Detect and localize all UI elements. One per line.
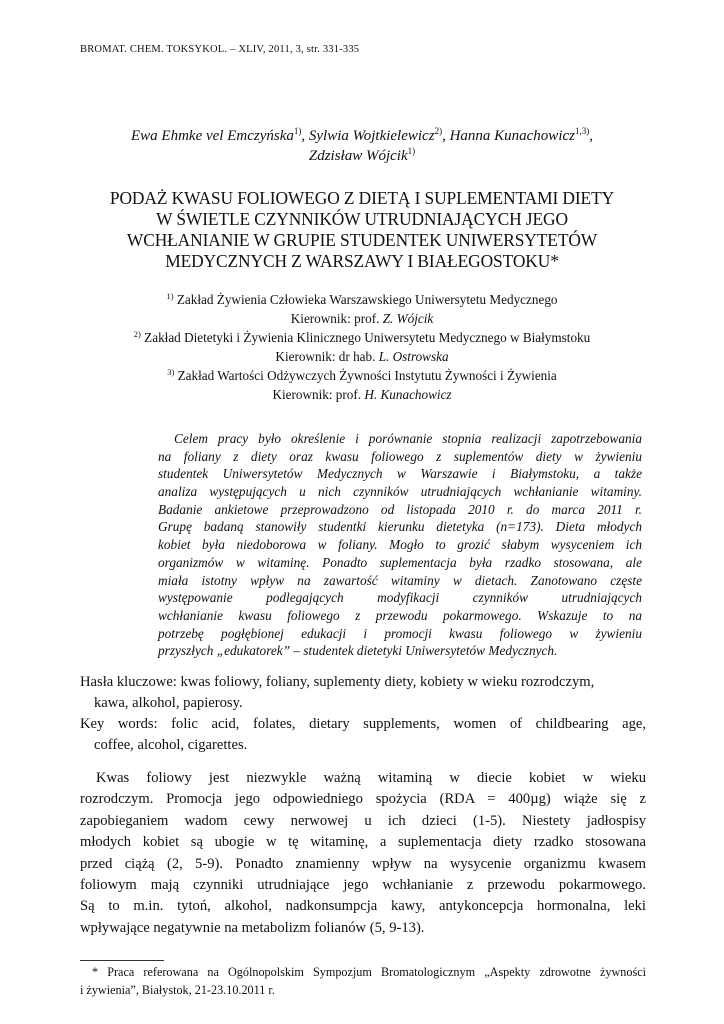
keywords-en-cont: coffee, alcohol, cigarettes. bbox=[94, 737, 248, 753]
abstract-line: występowanie podlegających modyfikacji czynników utrudniających bbox=[158, 590, 642, 606]
body-line: Są to m.in. tytoń, alkohol, nadkonsumpcja kawy, antykoncepcja hormonalna, leki bbox=[80, 898, 646, 915]
body-line: młodych kobiet są ubogie w tę witaminę, a suplementacja diety rzadko stosowana bbox=[80, 834, 646, 851]
abstract-line: studentek Uniwersytetów Medycznych w Warszawie i Białymstoku, a także bbox=[158, 466, 642, 482]
affiliation-unit: $^{1)}$ Zakład Żywienia Człowieka Warszawskiego Uniwersytetu Medycznego bbox=[166, 291, 558, 307]
footnote-line: * Praca referowana na Ogólnopolskim Sympozjum Bromatologicznym „Aspekty zdrowotne żywności bbox=[92, 965, 646, 979]
author-affil-mark: 1,3) bbox=[574, 126, 590, 136]
abstract-line: analiza występujących u nich czynników utrudniających wchłanianie witaminy. bbox=[158, 484, 642, 500]
keywords-block bbox=[80, 672, 646, 756]
abstract bbox=[158, 430, 642, 660]
author-list bbox=[90, 126, 634, 166]
affiliation-mark: 1) bbox=[166, 291, 174, 301]
author-name: Sylwia Wojtkielewicz bbox=[308, 128, 435, 144]
keywords-pl: Hasła kluczowe: kwas foliowy, foliany, suplementy diety, kobiety w wieku rozrodczym, bbox=[80, 674, 595, 690]
footnote-divider bbox=[80, 960, 164, 961]
article-title bbox=[60, 188, 664, 272]
abstract-line: przyszłych „edukatorek” – studentek dietetyki Uniwersytetów Medycznych. bbox=[158, 643, 558, 659]
title-line: WCHŁANIANIE W GRUPIE STUDENTEK UNIWERSYTETÓW bbox=[126, 230, 598, 250]
author-line-2 bbox=[90, 146, 634, 166]
abstract-line: Grupę badaną stanowiły studentki kierunku dietetyka (n=173). Dieta młodych bbox=[158, 519, 642, 535]
body-paragraph bbox=[80, 768, 646, 939]
journal-header: BROMAT. CHEM. TOKSYKOL. – XLIV, 2011, 3, str. 331-335 bbox=[80, 44, 360, 55]
affiliation-mark: 2) bbox=[133, 329, 141, 339]
body-line: Kwas foliowy jest niezwykle ważną witaminą w diecie kobiet w wieku bbox=[96, 770, 646, 786]
author-affil-mark: 2) bbox=[434, 126, 443, 136]
affiliation-unit: $^{3)}$ Zakład Wartości Odżywczych Żywności Instytutu Żywności i Żywienia bbox=[167, 367, 557, 383]
footnote-line: i żywienia”, Białystok, 21-23.10.2011 r. bbox=[80, 982, 275, 997]
abstract-line: potrzebę pogłębionej edukacji i promocji kwasu foliowego w żywieniu bbox=[158, 625, 642, 641]
abstract-line: organizmów w witaminę. Ponadto suplementacja była rzadko stosowana, ale bbox=[158, 554, 642, 570]
title-line: W ŚWIETLE CZYNNIKÓW UTRUDNIAJĄCYCH JEGO bbox=[156, 209, 568, 229]
abstract-line: miała istotny wpływ na zawartość witaminy w dietach. Zanotowano częste bbox=[158, 572, 642, 588]
author-name: Zdzisław Wójcik bbox=[308, 148, 408, 164]
abstract-line: na foliany z diety oraz kwasu foliowego z suplementów diety w żywieniu bbox=[158, 448, 642, 464]
author-affil-mark: 1) bbox=[407, 146, 416, 156]
abstract-line: Badanie ankietowe przeprowadzono od listopada 2010 r. do marca 2011 r. bbox=[158, 501, 642, 517]
affiliation-head: Kierownik: prof. Z. Wójcik bbox=[290, 311, 434, 326]
author-name: Hanna Kunachowicz bbox=[449, 128, 575, 144]
footnote bbox=[80, 964, 646, 999]
abstract-line: wchłanianie kwasu foliowego z przewodu pokarmowego. Wskazuje to na bbox=[158, 607, 642, 623]
author-affil-mark: 1) bbox=[293, 126, 302, 136]
affiliation-head: Kierownik: prof. H. Kunachowicz bbox=[272, 387, 452, 402]
keywords-pl-cont: kawa, alkohol, papierosy. bbox=[94, 695, 243, 711]
affiliation-mark: 3) bbox=[167, 367, 175, 377]
body-line: przed ciążą (2, 5-9). Ponadto znamienny wpływ na wysycenie organizmu kwasem bbox=[80, 855, 646, 872]
body-line: zapobieganiem wadom cewy nerwowej u ich dzieci (1-5). Niestety jadłospisy bbox=[80, 812, 646, 829]
abstract-line: kobiet była niedoborowa w foliany. Mogło to grozić słabym wysyceniem ich bbox=[158, 537, 642, 553]
title-line: MEDYCZNYCH Z WARSZAWY I BIAŁEGOSTOKU* bbox=[165, 251, 559, 271]
body-line: rozrodczym. Promocja jego odpowiedniego spożycia (RDA = 400µg) wiąże się z bbox=[80, 791, 646, 808]
keywords-en: Key words: folic acid, folates, dietary supplements, women of childbearing age, bbox=[80, 716, 646, 732]
title-line: PODAŻ KWASU FOLIOWEGO Z DIETĄ I SUPLEMENTAMI DIETY bbox=[109, 188, 615, 208]
body-line: foliowym mają czynniki utrudniające jego wchłanianie z przewodu pokarmowego. bbox=[80, 876, 646, 893]
affiliation-head: Kierownik: dr hab. L. Ostrowska bbox=[275, 349, 449, 364]
author-name: Ewa Ehmke vel Emczyńska bbox=[131, 128, 294, 144]
affiliations bbox=[60, 290, 664, 404]
author-line-1: Ewa Ehmke vel Emczyńska$^{1)}$, Sylwia Wojtkielewicz$^{2)}$, Hanna Kunachowicz$^{1,3)}$, bbox=[131, 126, 593, 144]
affiliation-unit: $^{2)}$ Zakład Dietetyki i Żywienia Klinicznego Uniwersytetu Medycznego w Białymstoku bbox=[133, 329, 591, 345]
abstract-line: Celem pracy było określenie i porównanie stopnia realizacji zapotrzebowania bbox=[174, 431, 642, 446]
body-line: wpływające negatywnie na metabolizm folianów (5, 9-13). bbox=[80, 919, 425, 936]
